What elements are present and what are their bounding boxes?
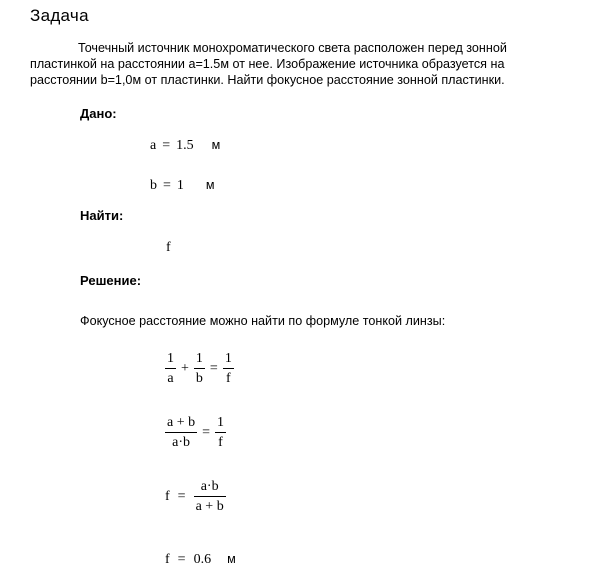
- fraction-denominator: f: [225, 371, 231, 386]
- given-b: [150, 178, 215, 194]
- fraction-numerator: 1: [224, 351, 232, 366]
- solution-text: Фокусное расстояние можно найти по формуле тонкой линзы:: [80, 314, 446, 328]
- fraction-sum-over-product: [165, 414, 197, 451]
- given-b-eq: =: [163, 178, 171, 193]
- result-var: f: [165, 552, 170, 567]
- fraction-numerator: a + b: [167, 415, 196, 430]
- problem-statement: [30, 40, 592, 88]
- find-heading: Найти:: [80, 208, 124, 223]
- find-var: f: [166, 240, 171, 255]
- equals-sign: =: [202, 424, 211, 440]
- given-a-unit: м: [211, 138, 221, 152]
- problem-line-3: расстоянии b=1,0м от пластинки. Найти фокусное расстояние зонной пластинки.: [30, 73, 505, 87]
- fraction-numerator: a·b: [200, 479, 219, 494]
- fraction-denominator: a + b: [195, 499, 224, 514]
- fraction-numerator: 1: [217, 415, 225, 430]
- fraction-1-over-f: [215, 414, 226, 451]
- result-unit: м: [227, 552, 236, 566]
- problem-line-1: Точечный источник монохроматического света расположен перед зонной: [78, 41, 507, 55]
- plus-sign: +: [181, 360, 189, 376]
- fraction-1-over-a: [165, 350, 176, 387]
- equals-sign: =: [177, 488, 186, 504]
- page-title: Задача: [30, 6, 89, 25]
- fraction-denominator: a·b: [172, 435, 190, 450]
- equation-focal-length: [165, 478, 226, 515]
- fraction-denominator: b: [195, 371, 203, 386]
- given-a-value: 1.5: [176, 138, 194, 153]
- fraction-numerator: 1: [195, 351, 203, 366]
- given-a-eq: =: [162, 138, 171, 153]
- problem-line-2: пластинкой на расстоянии а=1.5м от нее. Изображение источника образуется на: [30, 57, 505, 71]
- given-a: [150, 138, 220, 154]
- equation-thin-lens: [165, 350, 234, 387]
- given-b-var: b: [150, 178, 157, 193]
- solution-heading: Решение:: [80, 273, 142, 288]
- fraction-1-over-f: [223, 350, 234, 387]
- result: [165, 552, 236, 568]
- fraction-1-over-b: [194, 350, 205, 387]
- fraction-denominator: a: [167, 371, 174, 386]
- given-b-unit: м: [205, 178, 215, 192]
- equals-sign: =: [209, 360, 218, 376]
- fraction-numerator: 1: [167, 351, 174, 366]
- given-a-var: a: [150, 138, 157, 153]
- fraction-denominator: f: [218, 435, 223, 450]
- given-heading: Дано:: [80, 106, 117, 121]
- given-b-value: 1: [176, 178, 184, 193]
- lhs-var: f: [165, 488, 170, 504]
- result-value: 0.6: [193, 552, 212, 567]
- equation-combined: [165, 414, 226, 451]
- fraction-product-over-sum: [194, 478, 226, 515]
- result-eq: =: [177, 552, 186, 567]
